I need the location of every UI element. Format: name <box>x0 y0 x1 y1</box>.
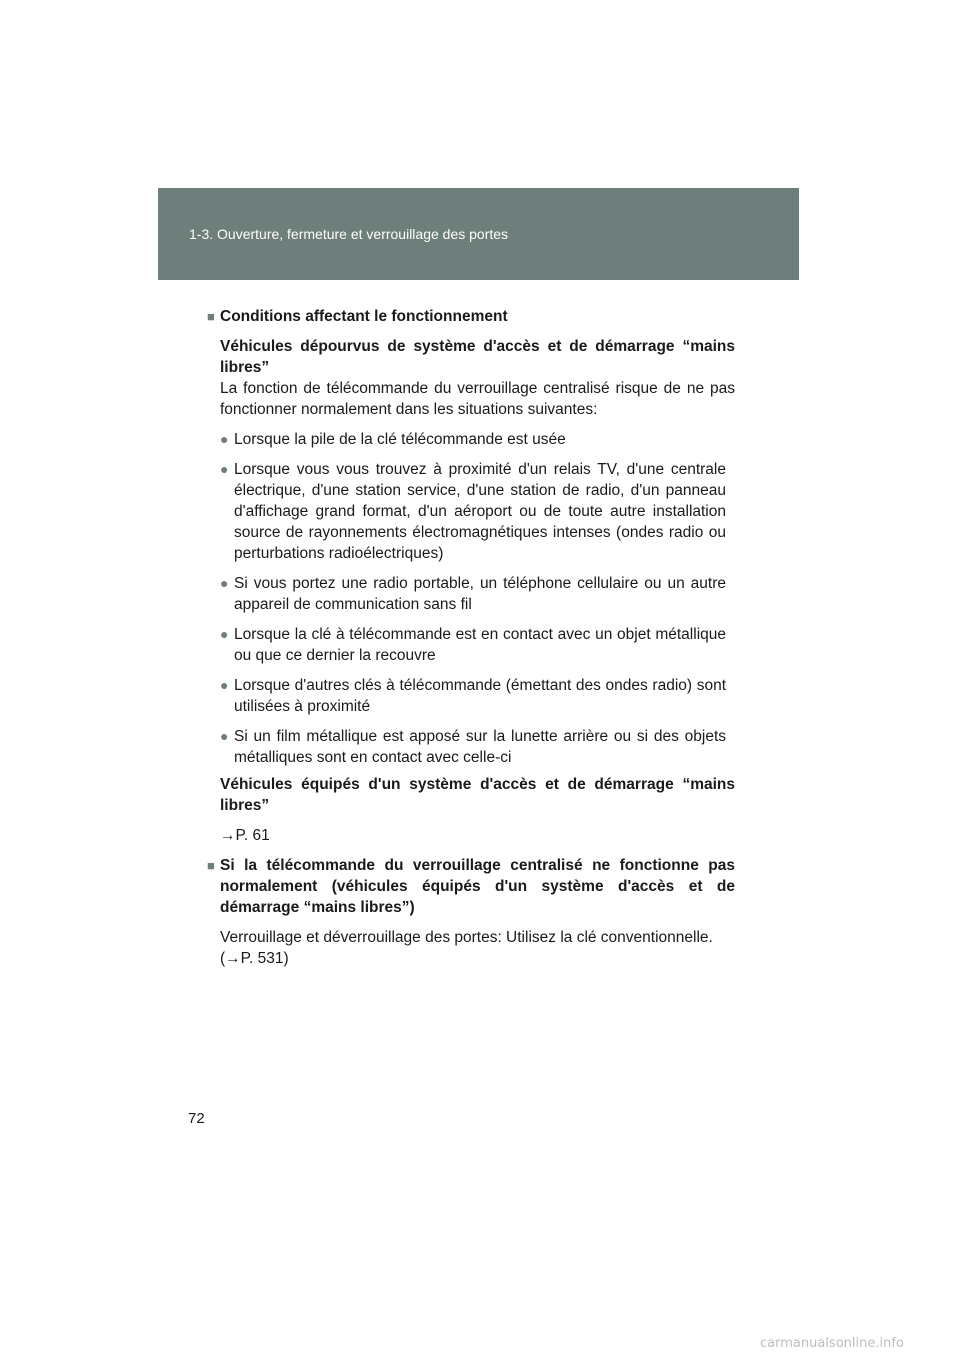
section-heading-malfunction: ■ Si la télécommande du verrouillage centralisé ne fonctionne pas normalement (véhicules équipés d'un système d'accès et de démarrage “mains libres”) <box>207 857 735 916</box>
circle-bullet-icon: ● <box>220 626 229 642</box>
intro-paragraph: La fonction de télécommande du verrouillage centralisé risque de ne pas fonctionner normalement dans les situations suivantes: <box>220 380 735 418</box>
list-item: ● Si vous portez une radio portable, un téléphone cellulaire ou un autre appareil de communication sans fil <box>220 575 726 613</box>
subheading-with-smart-key: Véhicules équipés d'un système d'accès et de démarrage “mains libres” <box>220 776 735 814</box>
circle-bullet-icon: ● <box>220 575 229 591</box>
chapter-title: 1-3. Ouverture, fermeture et verrouillage des portes <box>189 226 509 242</box>
square-bullet-icon: ■ <box>207 858 215 873</box>
page-number: 72 <box>188 1110 205 1127</box>
circle-bullet-icon: ● <box>220 677 229 693</box>
page-content <box>207 306 735 969</box>
list-item: ● Lorsque la pile de la clé télécommande est usée <box>220 431 566 448</box>
section-heading-conditions: ■ Conditions affectant le fonctionnement <box>207 308 508 325</box>
circle-bullet-icon: ● <box>220 431 229 447</box>
list-item: ● Lorsque vous vous trouvez à proximité d'un relais TV, d'une centrale électrique, d'une station service, d'une station de radio, d'un panneau d'affichage grand format, d'un aéroport ou de toute autre installation source de rayonnements électromagnétiques intenses (ondes radio ou perturbations radioélectriques) <box>220 461 726 562</box>
list-item: ● Si un film métallique est apposé sur la lunette arrière ou si des objets métalliques sont en contact avec celle-ci <box>220 728 726 766</box>
chapter-header-band <box>158 188 799 280</box>
page-reference: →P. 61 <box>220 827 270 844</box>
page-reference: (→P. 531) <box>220 950 289 967</box>
malfunction-body: Verrouillage et déverrouillage des portes: Utilisez la clé conventionnelle. <box>220 929 713 946</box>
circle-bullet-icon: ● <box>220 461 229 477</box>
list-item: ● Lorsque la clé à télécommande est en contact avec un objet métallique ou que ce dernier la recouvre <box>220 626 726 664</box>
circle-bullet-icon: ● <box>220 728 229 744</box>
list-item: ● Lorsque d'autres clés à télécommande (émettant des ondes radio) sont utilisées à proximité <box>220 677 726 715</box>
watermark: carmanualsonline.info <box>760 1336 904 1351</box>
subheading-without-smart-key: Véhicules dépourvus de système d'accès et de démarrage “mains libres” <box>220 338 735 376</box>
square-bullet-icon: ■ <box>207 309 215 324</box>
